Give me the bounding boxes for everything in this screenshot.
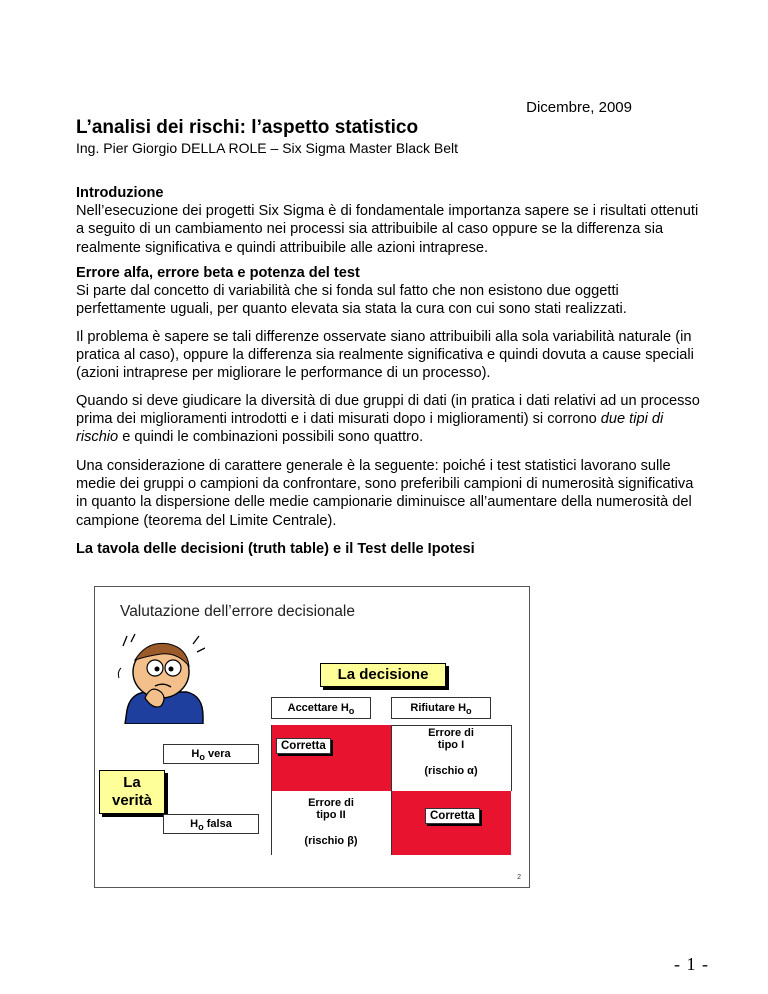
truth-table-section [76,540,706,558]
grid-center-line [391,725,392,855]
slide-number: 2 [517,874,521,881]
errors-section [76,264,706,319]
correct-tag-reject: Corretta [425,808,480,824]
document-title: L’analisi dei rischi: l’aspetto statistico [76,117,419,138]
grid-top-line [391,725,511,726]
errors-paragraph-3: Quando si deve giudicare la diversità di due gruppi di dati (in pratica i dati relativi ad un processo prima dei miglioramenti introdotti e i dati misurati dopo i miglioramenti) si corrono due tipi di rischio e quindi le combinazioni possibili sono quattro. [76,393,700,446]
intro-paragraph: Nell’esecuzione dei progetti Six Sigma è di fondamentale importanza sapere se i risultati ottenuti a seguito di un cambiamento nei processi sia attribuibile al caso oppure se la differenza sia realmente significativa e quindi attribuibile alle azioni intraprese. [76,203,699,256]
decision-label: La decisione [320,663,446,687]
intro-heading: Introduzione [76,185,164,201]
truth-label: La verità [99,770,165,814]
errors-heading: Errore alfa, errore beta e potenza del test [76,265,360,281]
worried-man-icon [117,632,205,724]
grid-left-line [271,725,272,855]
grid-right-line [511,725,512,791]
truth-table-heading: La tavola delle decisioni (truth table) e il Test delle Ipotesi [76,541,475,557]
errors-paragraph-2: Il problema è sapere se tali differenze osservate siano attribuibili alla sola variabilità naturale (in pratica al caso), oppure la differenza sia realmente significativa e quindi dovuta a cause speciali (azioni intraprese per migliorare le performance di un processo). [76,329,694,382]
cell-type1-error: Errore di tipo I (rischio α) [391,725,511,791]
row-h0-false: $H_o$ falsa [163,814,259,834]
document-date: Dicembre, 2009 [526,99,632,116]
errors-paragraph-4: Una considerazione di carattere generale è la seguente: poiché i test statistici lavorano sulle medie dei gruppi o campioni da confrontare, sono preferibili campioni di numerosità significativa in quanto la dispersione delle medie campionarie diminuisce all’aumentare della numerosità del campione (teorema del Limite Centrale). [76,458,694,529]
column-accept-h0: Accettare $H_o$ [271,697,371,719]
correct-tag-accept: Corretta [276,738,331,754]
decision-error-slide [94,586,530,888]
column-reject-h0: Rifiutare $H_o$ [391,697,491,719]
page-number: - 1 - [674,954,709,974]
slide-title: Valutazione dell’errore decisionale [120,603,355,620]
document-author: Ing. Pier Giorgio DELLA ROLE – Six Sigma Master Black Belt [76,140,459,156]
intro-section [76,184,706,257]
row-h0-true: $H_o$ vera [163,744,259,764]
cell-type2-error: Errore di tipo II (rischio β) [271,791,391,855]
emphasis-risk-types: due tipi di rischio [76,411,664,446]
cell-correct-accept [271,725,391,791]
errors-paragraph-1: Si parte dal concetto di variabilità che si fonda sul fatto che non esistono due oggetti perfettamente uguali, per quanto elevata sia stata la cura con cui sono stati realizzati. [76,283,627,318]
